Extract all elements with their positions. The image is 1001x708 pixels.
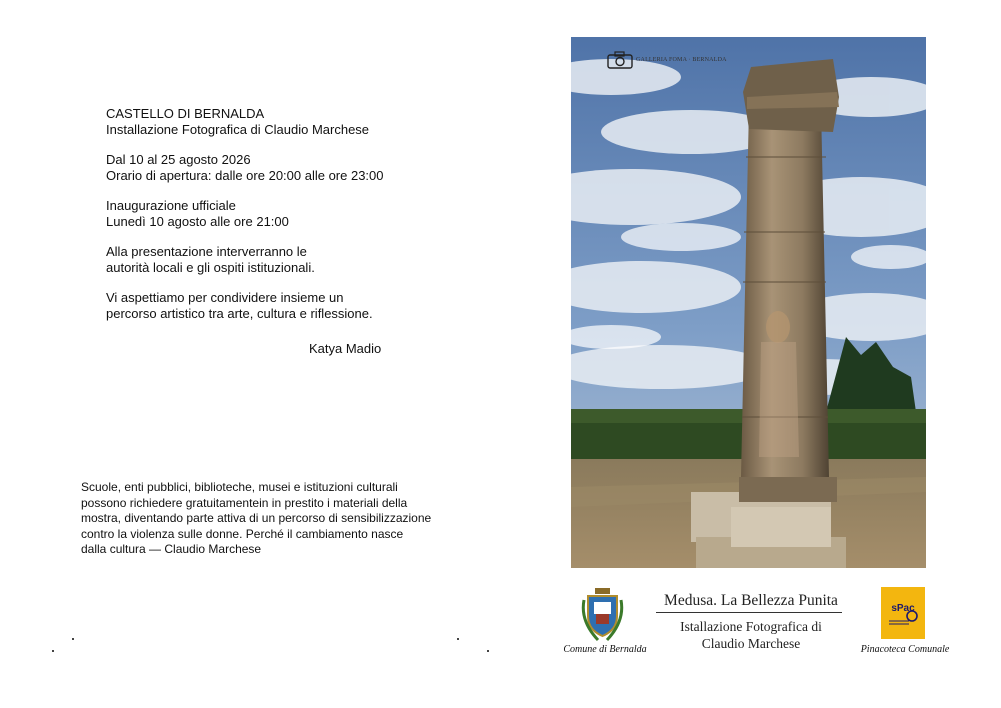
invitation-line-2: percorso artistico tra arte, cultura e riflessione. xyxy=(106,305,373,321)
note-line-5: dalla cultura — Claudio Marchese xyxy=(81,542,262,556)
note-line-4: contro la violenza sulle donne. Perché il cambiamento nasce xyxy=(81,526,404,541)
spac-logo xyxy=(881,587,925,639)
title-underline xyxy=(656,612,842,613)
note-line-2: possono richiedere gratuitamentein in prestito i materiali della xyxy=(81,495,408,510)
camera-icon xyxy=(607,51,633,69)
presentation-line-2: autorità locali e gli ospiti istituzionali. xyxy=(106,259,315,275)
print-mark xyxy=(52,650,54,652)
comune-label: Comune di Bernalda xyxy=(563,644,647,655)
watermark-text: GALLERIA FOMA · BERNALDA xyxy=(636,57,727,63)
signature-name: Katya Madio xyxy=(309,341,382,356)
installation-word: Installazione xyxy=(106,121,179,137)
dates-block xyxy=(106,152,384,183)
date-range: Dal 10 al 25 agosto 2026 xyxy=(106,152,251,167)
gallery-watermark xyxy=(607,51,727,69)
installation-rest: Fotografica di Claudio Marchese xyxy=(178,121,370,137)
presentation-line-1: Alla presentazione interverranno le xyxy=(106,244,307,259)
schools-note xyxy=(81,480,431,558)
invitation-block xyxy=(106,290,373,321)
opening-hours: Orario di apertura: dalle ore 20:00 alle ore 23:00 xyxy=(106,167,384,183)
exhibition-subtitle-2: Claudio Marchese xyxy=(701,636,801,651)
presentation-block xyxy=(106,244,315,275)
signature xyxy=(309,341,381,357)
print-mark xyxy=(487,650,489,652)
pinacoteca-label: Pinacoteca Comunale xyxy=(860,644,950,655)
print-mark xyxy=(72,638,74,640)
exhibition-subtitle-1: Istallazione Fotografica di xyxy=(680,619,822,634)
note-line-1: Scuole, enti pubblici, biblioteche, musei e istituzioni culturali xyxy=(81,480,398,494)
print-mark xyxy=(457,638,459,640)
invitation-line-1: Vi aspettiamo per condividere insieme un xyxy=(106,290,344,305)
installation-line xyxy=(106,122,369,138)
inauguration-title: Inaugurazione ufficiale xyxy=(106,198,236,213)
bernalda-crest-icon xyxy=(580,586,625,642)
venue-heading: CASTELLO DI BERNALDA xyxy=(106,106,265,121)
column-photo xyxy=(571,37,926,568)
note-line-3: mostra, diventando parte attiva di un percorso di sensibilizzazione xyxy=(81,511,432,525)
spac-logo-text: sPac xyxy=(891,603,915,614)
column-photo-image xyxy=(571,37,926,568)
exhibition-title: Medusa. La Bellezza Punita xyxy=(664,592,838,609)
intro-block xyxy=(106,106,369,137)
inauguration-block xyxy=(106,198,289,229)
inauguration-time: Lunedì 10 agosto alle ore 21:00 xyxy=(106,213,289,229)
spac-emblem-icon xyxy=(881,587,925,639)
